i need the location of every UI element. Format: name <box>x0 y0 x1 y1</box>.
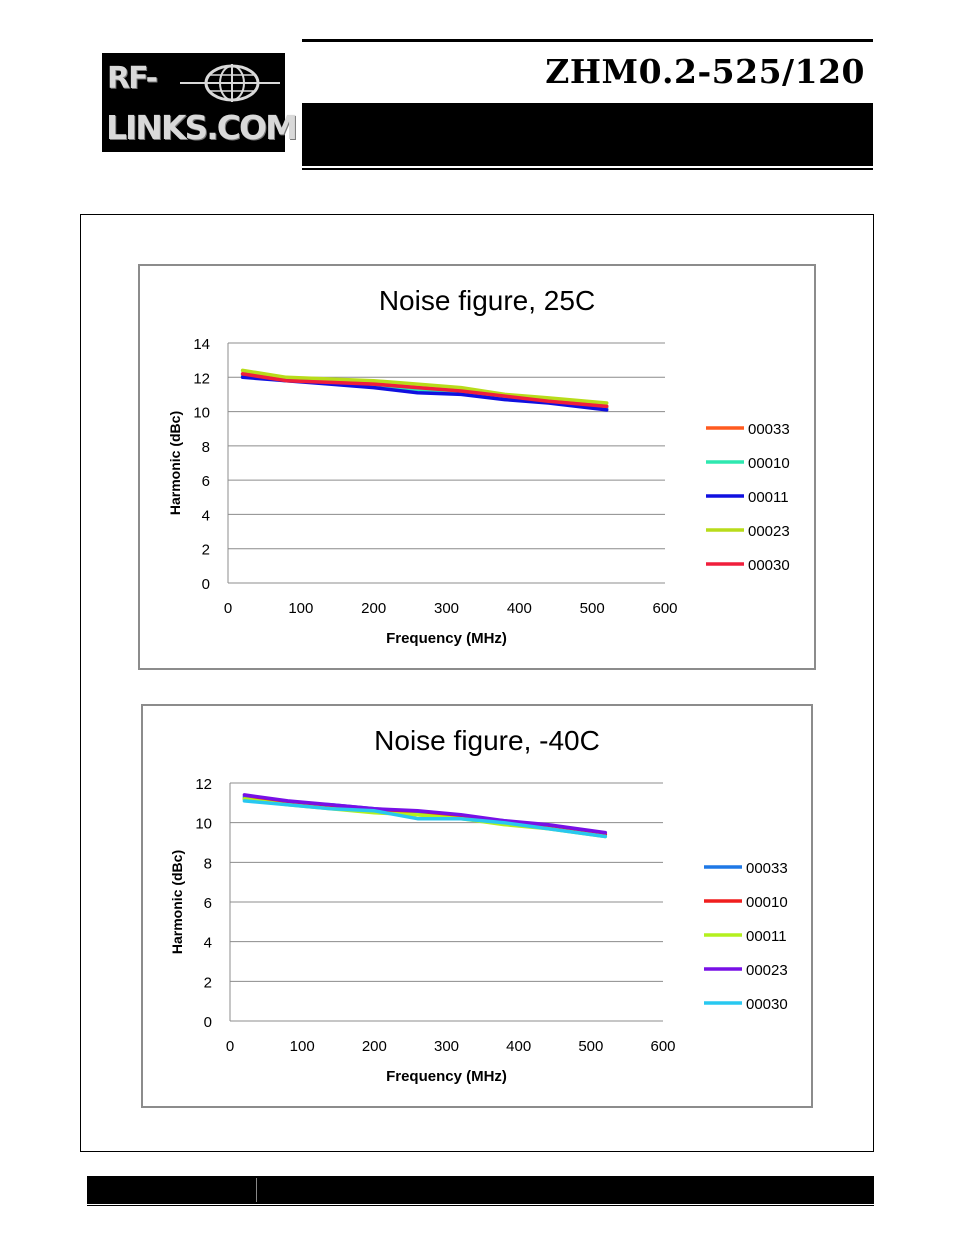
y-tick-label: 0 <box>203 1014 212 1031</box>
y-tick-label: 12 <box>195 776 212 793</box>
legend-label: 00023 <box>748 523 790 540</box>
y-tick-label: 6 <box>203 895 212 912</box>
chart-25c <box>138 264 816 670</box>
legend-label: 00010 <box>748 455 790 472</box>
legend-label: 00033 <box>748 421 790 438</box>
company-logo <box>102 53 296 152</box>
footer-rule <box>87 1205 874 1206</box>
logo-text-line2: LINKS.COM <box>106 108 296 147</box>
legend-label: 00011 <box>746 928 787 945</box>
header-black-band <box>302 103 873 166</box>
footer-bar <box>87 1176 874 1204</box>
x-axis-label: Frequency (MHz) <box>386 630 507 647</box>
legend-label: 00010 <box>746 894 788 911</box>
y-tick-label: 4 <box>203 934 212 952</box>
y-axis-label: Harmonic (dBc) <box>169 849 185 955</box>
x-tick-label: 400 <box>506 1038 532 1055</box>
y-tick-label: 12 <box>193 370 210 388</box>
x-tick-label: 400 <box>506 600 532 617</box>
y-axis-label: Harmonic (dBc) <box>167 410 183 516</box>
legend-label: 00030 <box>746 996 788 1013</box>
legend-label: 00033 <box>746 860 788 877</box>
header-bottom-rule <box>302 168 873 170</box>
chart-minus40c <box>141 704 813 1108</box>
y-tick-label: 6 <box>201 473 210 491</box>
globe-icon <box>180 61 280 105</box>
footer-divider <box>256 1178 257 1202</box>
x-tick-label: 300 <box>433 600 460 617</box>
y-tick-label: 2 <box>201 541 210 559</box>
x-tick-label: 500 <box>578 1038 604 1055</box>
chart-title: Noise figure, 25C <box>378 285 596 316</box>
y-tick-label: 4 <box>201 507 210 525</box>
y-tick-label: 2 <box>203 974 212 992</box>
y-tick-label: 10 <box>195 815 212 833</box>
header-top-rule <box>302 39 873 42</box>
y-tick-label: 8 <box>203 855 212 873</box>
chart-title: Noise figure, -40C <box>374 725 600 756</box>
x-tick-label: 200 <box>361 1038 387 1055</box>
x-tick-label: 0 <box>225 1038 235 1055</box>
x-tick-label: 100 <box>288 600 314 617</box>
y-tick-label: 8 <box>201 438 210 456</box>
y-tick-label: 10 <box>193 404 210 422</box>
x-tick-label: 500 <box>579 600 605 617</box>
x-tick-label: 300 <box>433 1038 460 1055</box>
x-tick-label: 100 <box>289 1038 315 1055</box>
legend-label: 00023 <box>746 962 788 979</box>
x-axis-label: Frequency (MHz) <box>386 1068 507 1085</box>
y-tick-label: 14 <box>193 336 210 353</box>
logo-text-line1: RF- <box>107 61 157 96</box>
x-tick-label: 200 <box>361 600 387 617</box>
legend-label: 00030 <box>748 557 790 574</box>
x-tick-label: 600 <box>652 600 678 617</box>
legend-label: 00011 <box>748 489 789 506</box>
x-tick-label: 600 <box>650 1038 676 1055</box>
y-tick-label: 0 <box>201 576 210 593</box>
part-number-title: ZHM0.2-525/120 <box>545 52 865 91</box>
x-tick-label: 0 <box>223 600 233 617</box>
